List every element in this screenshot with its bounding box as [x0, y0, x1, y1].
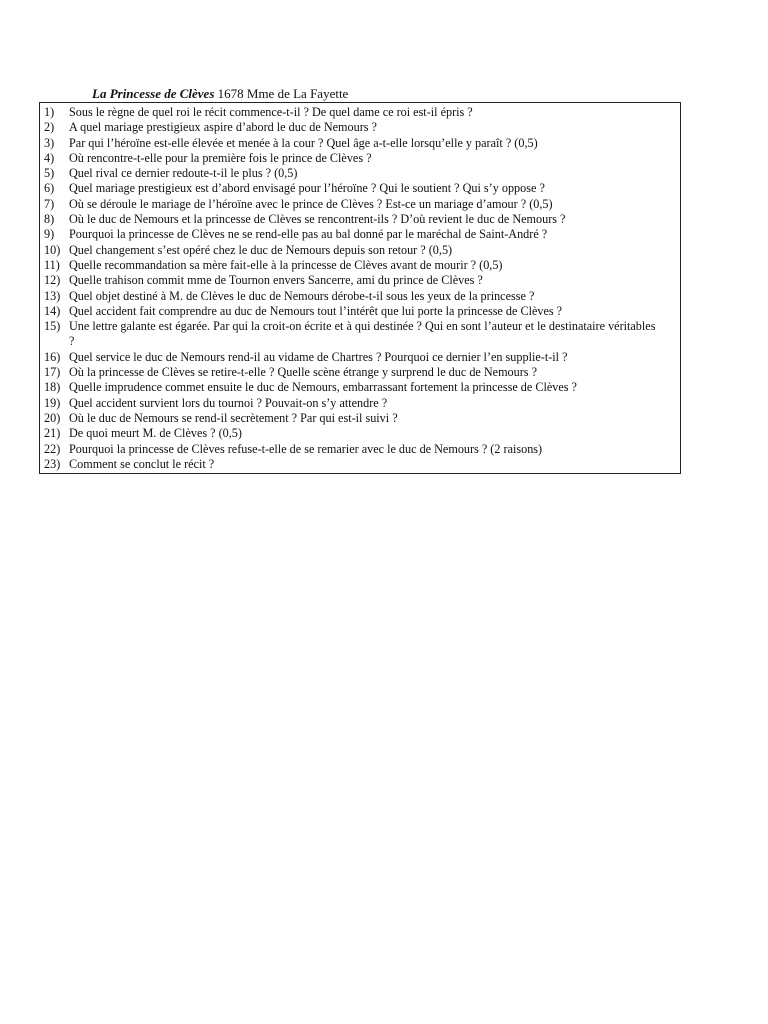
- question-text: Par qui l’héroïne est-elle élevée et menée à la cour ? Quel âge a-t-elle lorsqu’elle y paraît ? (0,5): [69, 135, 538, 150]
- question-number: 23): [44, 456, 61, 471]
- question-text: Quel accident fait comprendre au duc de Nemours tout l’intérêt que lui porte la princesse de Clèves ?: [69, 303, 563, 318]
- book-title: La Princesse de Clèves: [92, 86, 215, 101]
- question-number: 10): [44, 242, 61, 257]
- question-item: [44, 166, 680, 181]
- question-number: 20): [44, 410, 61, 425]
- question-text: Où se déroule le mariage de l’héroïne avec le prince de Clèves ? Est-ce un mariage d’amour ? (0,5): [69, 196, 553, 211]
- question-text: Où la princesse de Clèves se retire-t-elle ? Quelle scène étrange y surprend le duc de Nemours ?: [69, 365, 538, 380]
- question-text: De quoi meurt M. de Clèves ? (0,5): [69, 426, 242, 441]
- question-number: 22): [44, 441, 61, 456]
- question-number: 21): [44, 426, 61, 441]
- question-number: 1): [44, 105, 55, 119]
- question-item: [44, 426, 680, 441]
- question-item: [44, 304, 680, 319]
- question-text: Quelle trahison commit mme de Tournon envers Sancerre, ami du prince de Clèves ?: [69, 273, 483, 288]
- question-number: 4): [44, 150, 55, 165]
- question-item: [44, 396, 680, 411]
- question-text: Comment se conclut le récit ?: [69, 456, 215, 471]
- question-item: [44, 151, 680, 166]
- question-text: Pourquoi la princesse de Clèves refuse-t-elle de se remarier avec le duc de Nemours ? (2 raisons): [69, 441, 543, 456]
- question-text: Quel changement s’est opéré chez le duc de Nemours depuis son retour ? (0,5): [69, 242, 453, 257]
- question-number: 12): [44, 273, 61, 288]
- question-item: [44, 243, 680, 258]
- question-number: 9): [44, 227, 55, 242]
- question-number: 3): [44, 135, 55, 150]
- question-item: [44, 319, 680, 350]
- question-text: Où le duc de Nemours et la princesse de Clèves se rencontrent-ils ? D’où revient le duc de Nemours ?: [69, 212, 566, 227]
- question-number: 6): [44, 181, 55, 196]
- question-number: 17): [44, 365, 61, 380]
- question-text: Pourquoi la princesse de Clèves ne se rend-elle pas au bal donné par le maréchal de Saint-André ?: [69, 227, 548, 242]
- question-number: 18): [44, 380, 61, 395]
- question-text: Quel service le duc de Nemours rend-il au vidame de Chartres ? Pourquoi ce dernier l’en supplie-t-il ?: [69, 349, 568, 364]
- question-text: Une lettre galante est égarée. Par qui la croit-on écrite et à qui destinée ? Qui en sont l’auteur et le destinataire véritables ?: [69, 319, 656, 349]
- question-text: Où le duc de Nemours se rend-il secrètement ? Par qui est-il suivi ?: [69, 410, 398, 425]
- question-number: 8): [44, 212, 55, 227]
- question-text: Quelle recommandation sa mère fait-elle à la princesse de Clèves avant de mourir ? (0,5): [69, 257, 503, 272]
- document-title: [92, 86, 348, 102]
- question-item: [44, 350, 680, 365]
- question-number: 14): [44, 303, 61, 318]
- question-text: Quel objet destiné à M. de Clèves le duc de Nemours dérobe-t-il sous les yeux de la princesse ?: [69, 288, 535, 303]
- question-item: [44, 365, 680, 380]
- question-text: Où rencontre-t-elle pour la première fois le prince de Clèves ?: [69, 150, 372, 165]
- question-number: 15): [44, 319, 61, 334]
- question-item: [44, 289, 680, 304]
- question-item: [44, 227, 680, 242]
- question-item: [44, 197, 680, 212]
- question-item: [44, 273, 680, 288]
- question-item: [44, 258, 680, 273]
- question-number: 11): [44, 257, 60, 272]
- question-text: Sous le règne de quel roi le récit commence-t-il ? De quel dame ce roi est-il épris ?: [69, 105, 473, 119]
- question-text: Quel mariage prestigieux est d’abord envisagé pour l’héroïne ? Qui le soutient ? Qui s’y oppose ?: [69, 181, 545, 196]
- question-item: [44, 120, 680, 135]
- question-number: 5): [44, 166, 55, 181]
- question-item: [44, 411, 680, 426]
- question-text: Quel rival ce dernier redoute-t-il le plus ? (0,5): [69, 166, 298, 181]
- question-item: [44, 181, 680, 196]
- question-number: 2): [44, 120, 55, 135]
- question-item: [44, 212, 680, 227]
- question-item: [44, 442, 680, 457]
- question-number: 16): [44, 349, 61, 364]
- question-number: 13): [44, 288, 61, 303]
- question-text: A quel mariage prestigieux aspire d’abord le duc de Nemours ?: [69, 120, 377, 135]
- question-item: [44, 136, 680, 151]
- question-item: [44, 380, 680, 395]
- question-item: [44, 457, 680, 472]
- question-text: Quelle imprudence commet ensuite le duc de Nemours, embarrassant fortement la princesse de Clèves ?: [69, 380, 577, 395]
- question-item: [44, 105, 680, 120]
- book-year-author: 1678 Mme de La Fayette: [214, 86, 349, 101]
- question-text: Quel accident survient lors du tournoi ? Pouvait-on s’y attendre ?: [69, 395, 388, 410]
- question-number: 7): [44, 196, 55, 211]
- questions-box: [39, 102, 681, 474]
- question-number: 19): [44, 395, 61, 410]
